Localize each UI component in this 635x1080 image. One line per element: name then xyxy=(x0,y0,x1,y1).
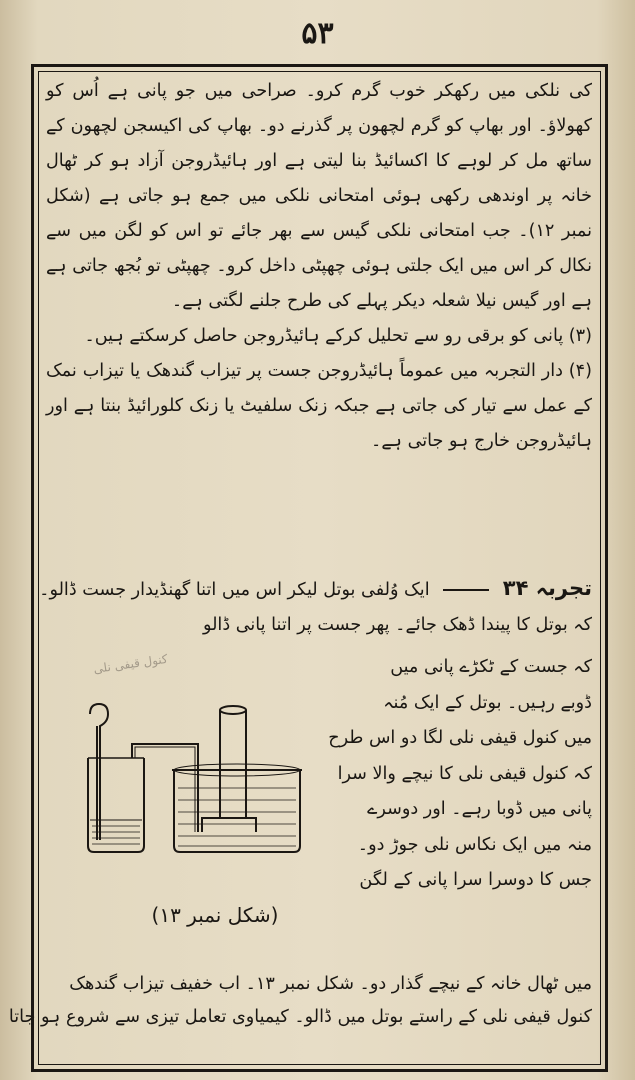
side-line: ڈوبے رہیں۔ بوتل کے ایک مُنہ xyxy=(383,692,592,713)
side-line: منہ میں ایک نکاس نلی جوڑ دو۔ xyxy=(357,834,592,855)
body-text xyxy=(46,74,592,459)
side-line: جس کا دوسرا سرا پانی کے لگن xyxy=(359,870,592,890)
heading-dash xyxy=(443,589,489,591)
margin-handwritten-note: کنول قیفی نلی xyxy=(92,651,169,677)
experiment-heading xyxy=(39,570,592,606)
bottom-text xyxy=(8,968,592,1034)
figure-caption: (شکل نمبر ۱۳) xyxy=(151,903,279,927)
paragraph-laboratory-method: (۴) دار التجربہ میں عموماً ہائیڈروجن جست پر تیزاب گندھک یا تیزاب نمک کے عمل سے تیار کی جاتی ہے جبکہ زنک سلفیٹ یا زنک کلورائیڈ بنتا ہے اور ہائیڈروجن خارج ہو جاتی ہے۔ xyxy=(46,361,592,451)
experiment-line-1: ایک وُلفی بوتل لیکر اس میں اتنا گھنڈیدار جست ڈالو۔ xyxy=(39,580,430,600)
experiment-label: تجربہ ۳۴ xyxy=(502,576,592,600)
page-number: ۵۳ xyxy=(301,16,334,51)
side-line: میں کنول قیفی نلی لگا دو اس طرح xyxy=(328,728,592,748)
paragraph-electrolysis: (۳) پانی کو برقی رو سے تحلیل کرکے ہائیڈروجن حاصل کرسکتے ہیں۔ xyxy=(84,326,592,346)
experiment-side-text xyxy=(328,650,592,899)
beehive-shelf xyxy=(202,818,256,832)
side-line: کہ جست کے ٹکڑے پانی میں xyxy=(390,657,592,677)
bottom-line: کنول قیفی نلی کے راستے بوتل میں ڈالو۔ کیمیاوی تعامل تیزی سے شروع ہو جاتا xyxy=(8,1007,592,1027)
hydrogen-apparatus-figure xyxy=(80,700,310,860)
side-line: پانی میں ڈوبا رہے۔ اور دوسرے xyxy=(367,799,592,819)
water-trough xyxy=(174,770,300,852)
bottom-line: میں ٹھال خانہ کے نیچے گذار دو۔ شکل نمبر ۱۳۔ اب خفیف تیزاب گندھک xyxy=(69,974,592,994)
side-line: کہ کنول قیفی نلی کا نیچے والا سرا xyxy=(337,763,592,784)
paragraph-steam-iron: کی نلکی میں رکھکر خوب گرم کرو۔ صراحی میں جو پانی ہے اُس کو کھولاؤ۔ اور بھاپ کو گرم لچھون پر گذرنے دو۔ بھاپ کی اکیسجن لچھون کے ساتھ مل کر لوہے کا اکسائیڈ بنا لیتی ہے اور ہائیڈروجن آزاد ہو کر ٹھال خانہ پر اوندھی رکھی ہوئی امتحانی نلکی میں جمع ہو جاتی ہے (شکل نمبر ۱۲)۔ جب امتحانی نلکی گیس سے بھر جائے تو اس کو لگن میں سے نکال کر اس میں ایک جلتی ہوئی چھپٹی داخل کرو۔ چھپٹی تو بُجھ جاتی ہے ہے اور گیس نیلا شعلہ دیکر پہلے کی طرح جلنے لگتی ہے۔ xyxy=(46,81,592,311)
experiment-line-2: کہ بوتل کا پیندا ڈھک جائے۔ پھر جست پر اتنا پانی ڈالو xyxy=(202,615,592,635)
